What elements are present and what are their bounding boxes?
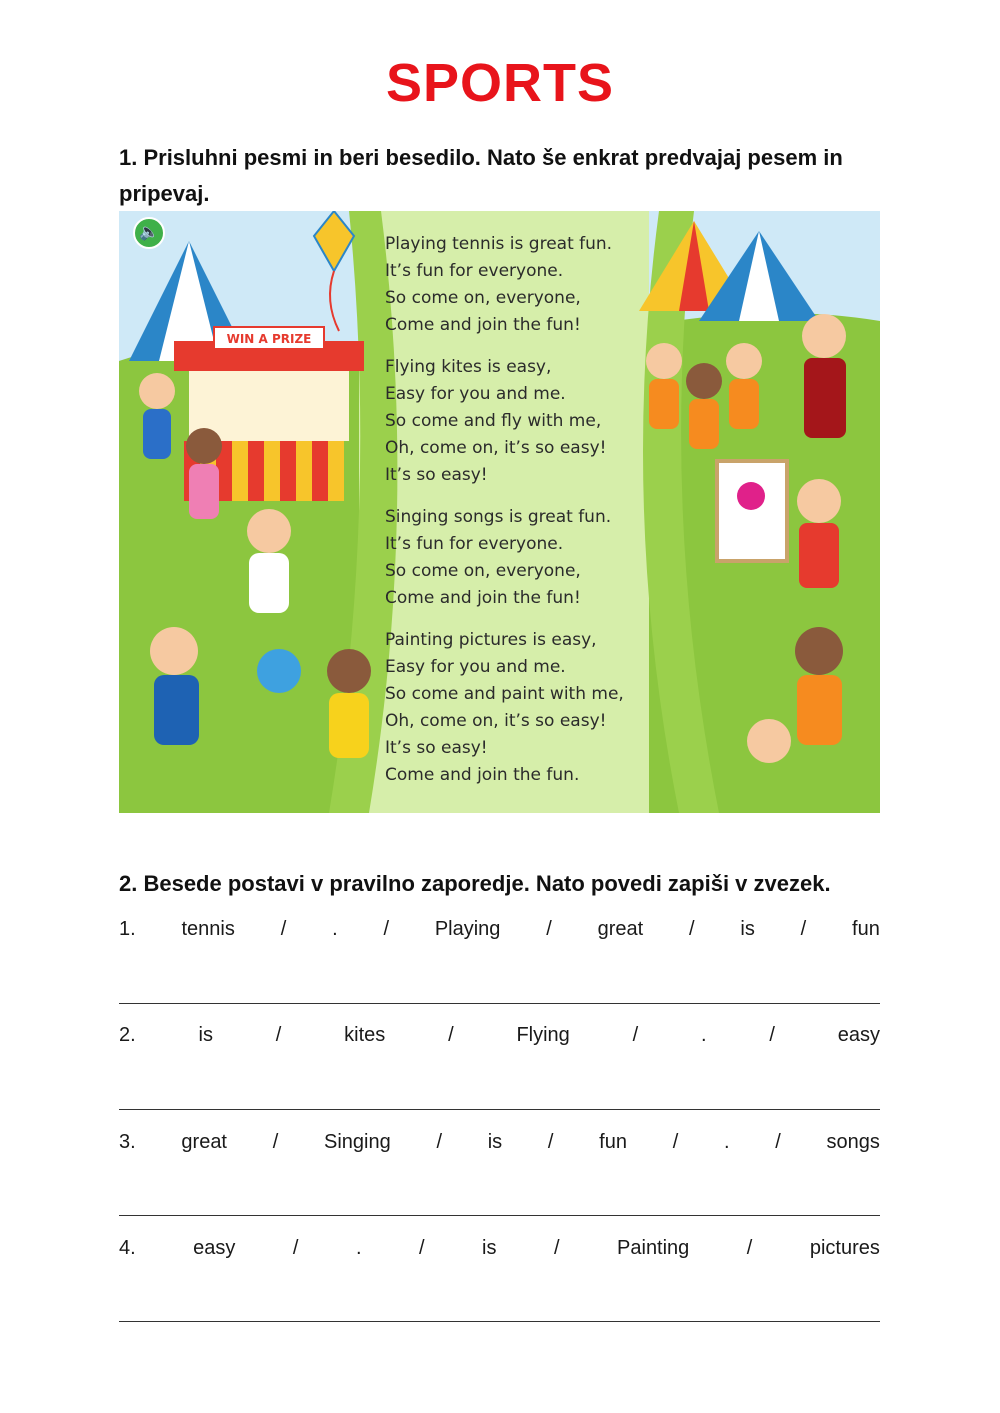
song-lyrics: [385, 231, 675, 804]
word-separator: /: [547, 1131, 554, 1153]
lyrics-line: So come on, everyone,: [385, 561, 581, 581]
item-number: 1.: [119, 918, 136, 940]
lyrics-line: Come and join the fun!: [385, 588, 581, 608]
word-separator: /: [800, 918, 807, 940]
lyrics-stanza: [385, 231, 675, 339]
prize-sign-text: WIN A PRIZE: [226, 332, 312, 346]
word-separator: /: [672, 1131, 679, 1153]
word-token: fun: [852, 918, 880, 940]
answer-line[interactable]: [119, 1215, 880, 1216]
lyrics-line: It’s so easy!: [385, 465, 488, 485]
lyrics-line: Come and join the fun!: [385, 315, 581, 335]
word-token: easy: [193, 1237, 236, 1259]
word-token: pictures: [809, 1237, 880, 1259]
word-token: is: [487, 1131, 503, 1153]
word-token: .: [701, 1024, 707, 1046]
lyrics-line: Flying kites is easy,: [385, 357, 552, 377]
word-token: great: [597, 918, 644, 940]
word-token: kites: [344, 1024, 386, 1046]
lyrics-line: Singing songs is great fun.: [385, 507, 612, 527]
lyrics-line: It’s so easy!: [385, 738, 488, 758]
lyrics-line: Oh, come on, it’s so easy!: [385, 438, 607, 458]
answer-line[interactable]: [119, 1321, 880, 1322]
word-separator: /: [419, 1237, 425, 1259]
word-separator: /: [769, 1024, 775, 1046]
speaker-icon: 🔈: [139, 224, 159, 241]
word-token: Playing: [434, 918, 501, 940]
word-separator: /: [292, 1237, 299, 1259]
word-token: .: [332, 918, 338, 940]
word-token: songs: [826, 1131, 880, 1153]
word-separator: /: [553, 1237, 560, 1259]
word-token: is: [482, 1237, 497, 1259]
word-token: Flying: [516, 1024, 570, 1046]
lyrics-line: Easy for you and me.: [385, 384, 566, 404]
word-separator: /: [436, 1131, 442, 1153]
lyrics-line: So come on, everyone,: [385, 288, 581, 308]
word-separator: /: [746, 1237, 753, 1259]
lyrics-line: Playing tennis is great fun.: [385, 234, 613, 254]
lyrics-stanza: [385, 354, 675, 489]
word-separator: /: [775, 1131, 781, 1153]
page-title: SPORTS: [385, 53, 615, 113]
lyrics-stanza: [385, 627, 675, 789]
word-separator: /: [632, 1024, 639, 1046]
word-token: Painting: [617, 1237, 690, 1259]
task1-instruction: 1. Prisluhni pesmi in beri besedilo. Nato še enkrat predvajaj pesem in pripevaj.: [119, 145, 843, 206]
word-token: .: [355, 1237, 362, 1259]
word-token: .: [723, 1131, 730, 1153]
exercise-item-1: [119, 918, 880, 941]
word-token: Singing: [324, 1131, 391, 1153]
answer-line[interactable]: [119, 1003, 880, 1004]
lyrics-line: Easy for you and me.: [385, 657, 566, 677]
lyrics-stanza: [385, 504, 675, 612]
lyrics-line: Painting pictures is easy,: [385, 630, 597, 650]
word-separator: /: [275, 1024, 282, 1046]
word-separator: /: [448, 1024, 454, 1046]
song-illustration: [119, 211, 880, 813]
word-token: tennis: [181, 918, 235, 940]
task2-instruction: 2. Besede postavi v pravilno zaporedje. Nato povedi zapiši v zvezek.: [119, 871, 831, 896]
word-token: easy: [837, 1024, 880, 1046]
exercise-item-3: [119, 1131, 880, 1154]
word-separator: /: [689, 918, 695, 940]
answer-line[interactable]: [119, 1109, 880, 1110]
word-separator: /: [280, 918, 287, 940]
word-token: fun: [599, 1131, 627, 1153]
lyrics-line: Oh, come on, it’s so easy!: [385, 711, 607, 731]
item-number: 2.: [119, 1024, 136, 1046]
word-token: is: [198, 1024, 213, 1046]
lyrics-line: Come and join the fun.: [385, 765, 580, 785]
lyrics-line: It’s fun for everyone.: [385, 534, 564, 554]
item-number: 4.: [119, 1237, 136, 1259]
word-separator: /: [546, 918, 552, 940]
lyrics-line: So come and fly with me,: [385, 411, 602, 431]
item-number: 3.: [119, 1131, 136, 1153]
word-token: great: [181, 1131, 227, 1153]
lyrics-line: So come and paint with me,: [385, 684, 624, 704]
word-separator: /: [272, 1131, 279, 1153]
play-sound-button[interactable]: [133, 217, 165, 249]
exercise-item-2: [119, 1024, 880, 1047]
word-token: is: [740, 918, 755, 940]
exercise-item-4: [119, 1237, 880, 1260]
word-separator: /: [383, 918, 389, 940]
lyrics-line: It’s fun for everyone.: [385, 261, 564, 281]
